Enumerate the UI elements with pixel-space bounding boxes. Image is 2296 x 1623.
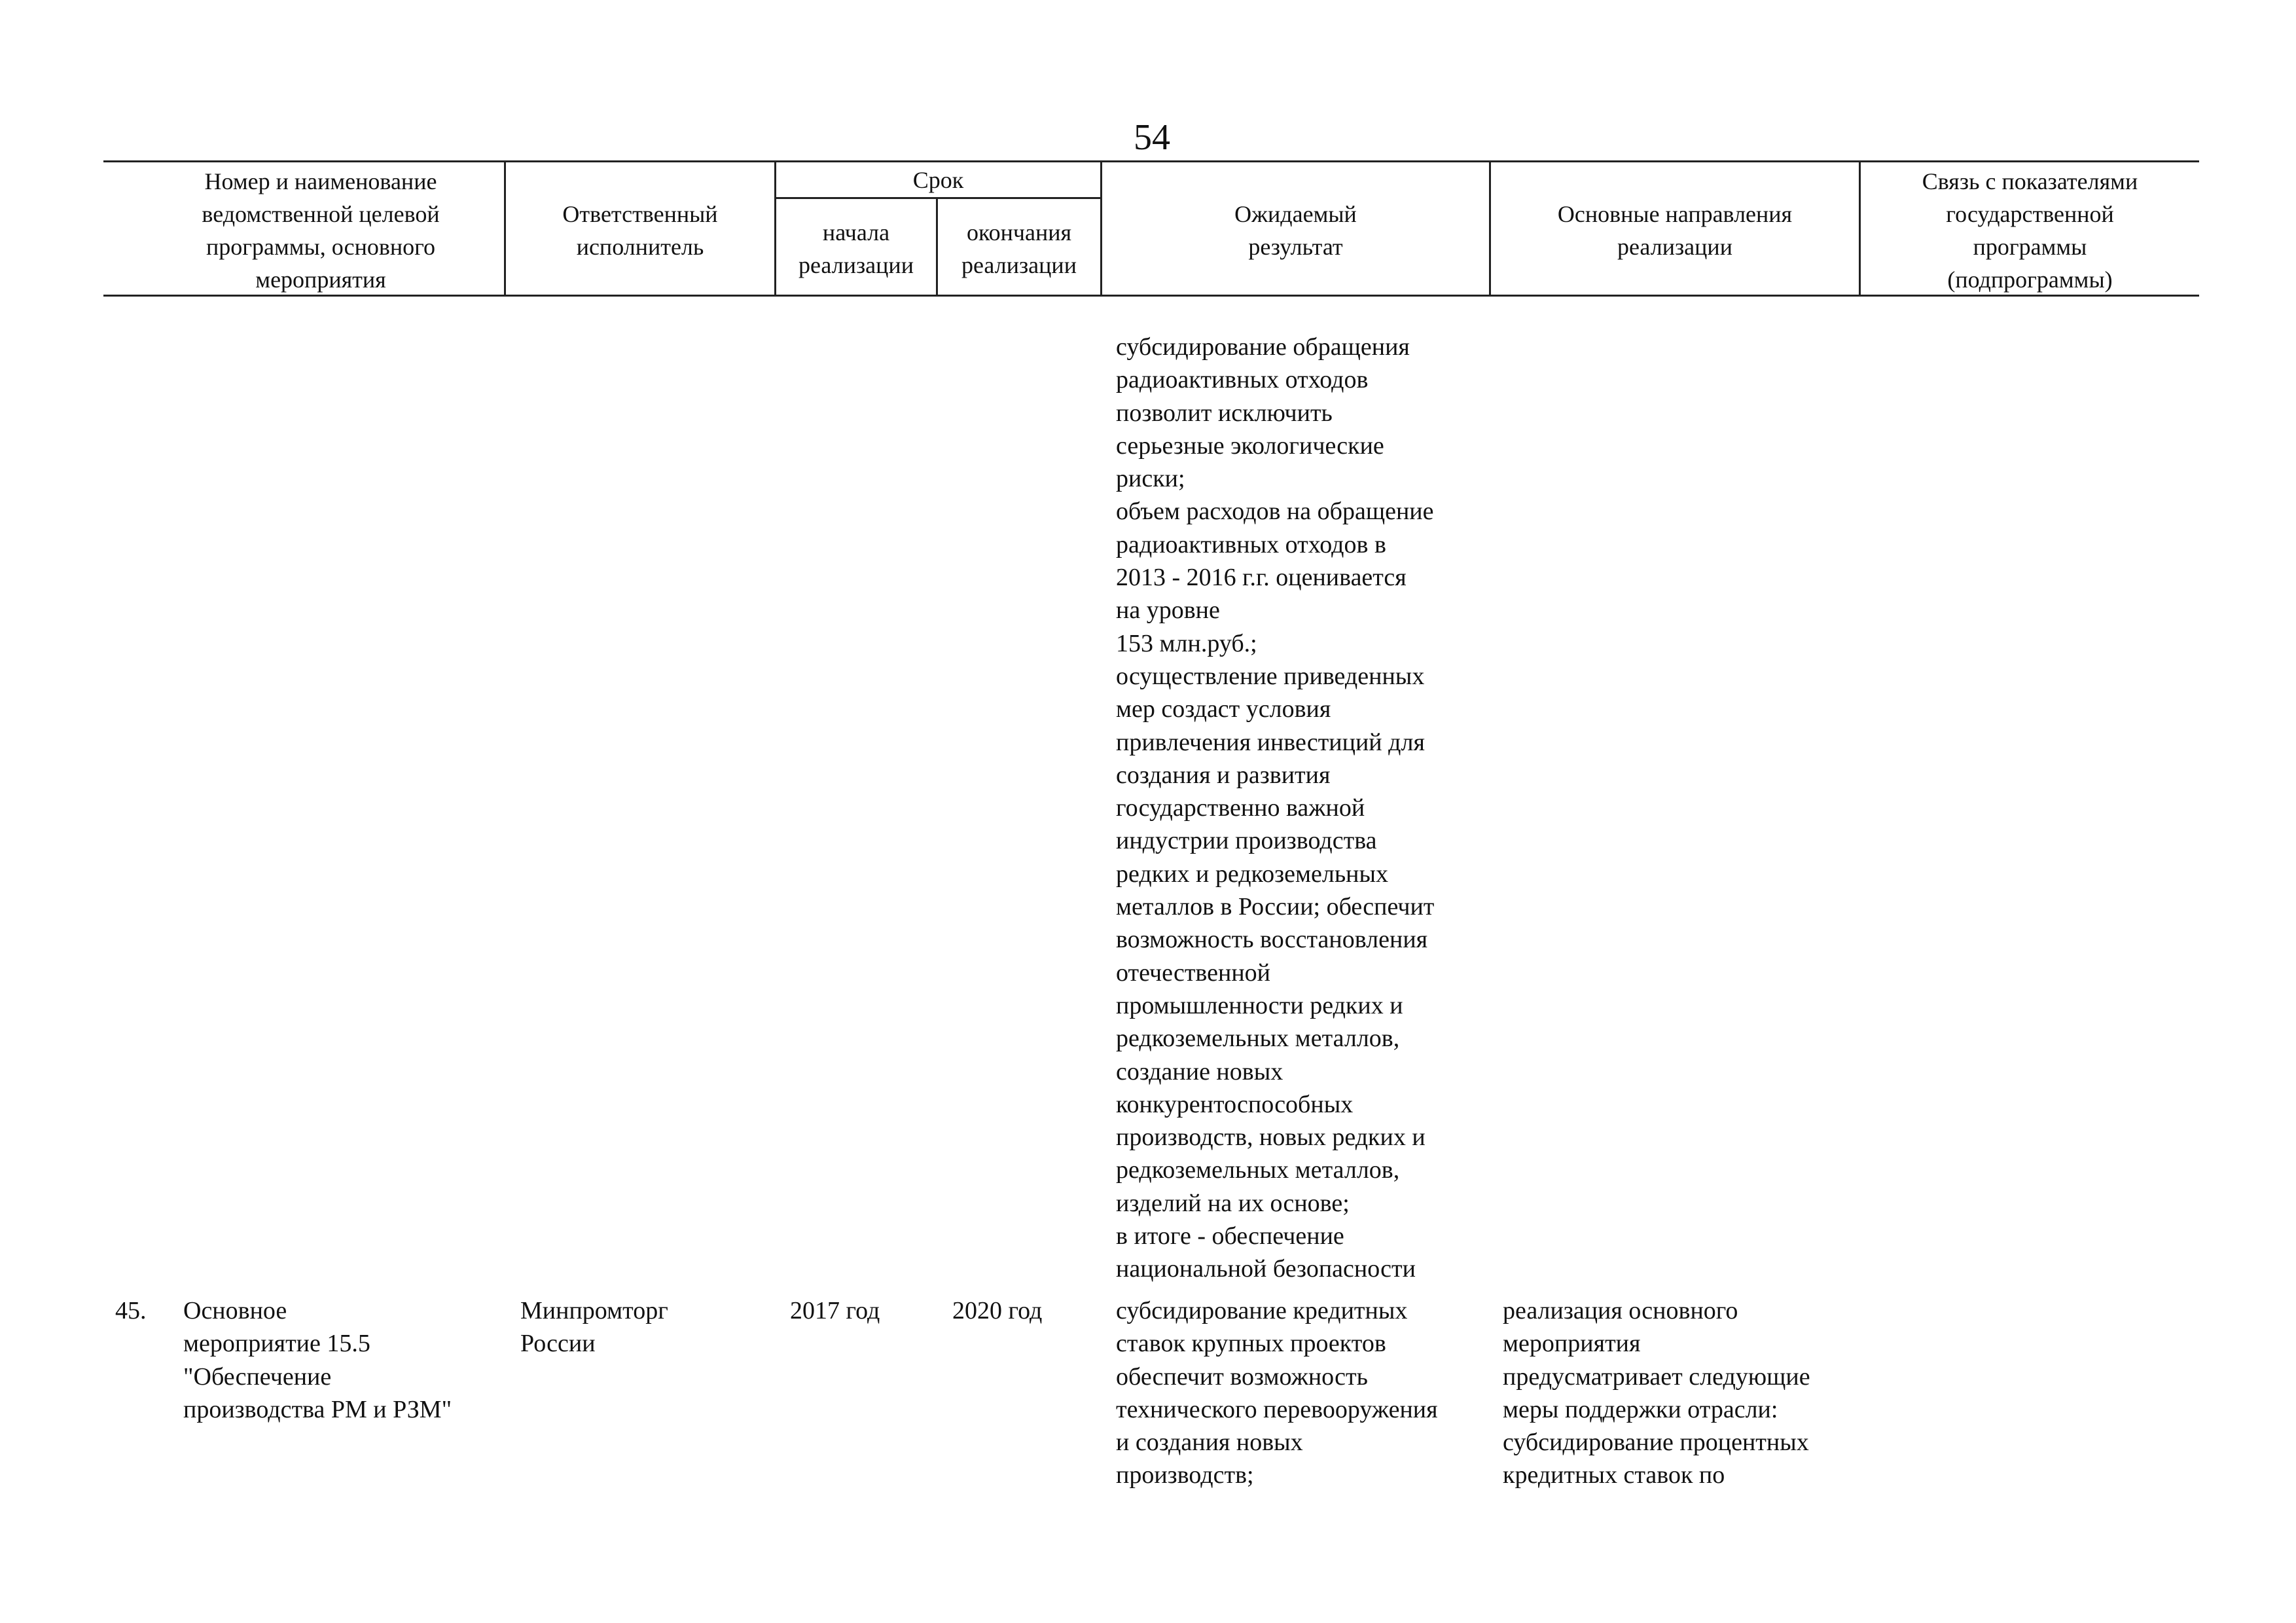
header-term-start: начала реализации <box>798 219 914 278</box>
header-expected-result: Ожидаемый результат <box>1234 201 1357 260</box>
row-45-program-name: Основное мероприятие 15.5 "Обеспечение производства РМ и РЗМ" <box>183 1297 452 1423</box>
header-main-directions: Основные направления реализации <box>1557 201 1793 260</box>
page-number: 54 <box>1134 117 1170 158</box>
row-45-main-directions: реализация основного мероприятия предусматривает следующие меры поддержки отрасли: субсидирование процентных кредитных ставок по <box>1503 1297 1810 1489</box>
header-term-end: окончания реализации <box>961 219 1077 278</box>
table-top-rule <box>103 160 2199 162</box>
continued-result-text: субсидирование обращения радиоактивных отходов позволит исключить серьезные экологические риски; объем расходов на обращение радиоактивных отходов в 2013 - 2016 г.г. оценивается на уровне 153 млн.руб.; осуществление приведенных мер создаст условия привлечения инвестиций для создания и развития государственно важной индустрии производства редких и редкоземельных металлов в России; обеспечит возможность восстановления отечественной промышленности редких и редкоземельных металлов, создание новых конкурентоспособных производств, новых редких и редкоземельных металлов, изделий на их основе; в итоге - обеспечение национальной безопасности <box>1116 333 1435 1283</box>
header-indicators-link: Связь с показателями государственной программы (подпрограммы) <box>1922 168 2138 293</box>
row-45-expected-result: субсидирование кредитных ставок крупных проектов обеспечит возможность технического перевооружения и создания новых производств; <box>1116 1297 1438 1489</box>
row-45-executor: Минпромторг России <box>520 1297 668 1358</box>
header-program-name: Номер и наименование ведомственной целевой программы, основного мероприятия <box>202 168 440 293</box>
row-45-start-year: 2017 год <box>790 1297 880 1324</box>
row-45-end-year: 2020 год <box>952 1297 1043 1324</box>
header-term: Срок <box>912 167 964 193</box>
row-45-number: 45. <box>115 1297 147 1324</box>
header-responsible-executor: Ответственный исполнитель <box>562 201 718 260</box>
